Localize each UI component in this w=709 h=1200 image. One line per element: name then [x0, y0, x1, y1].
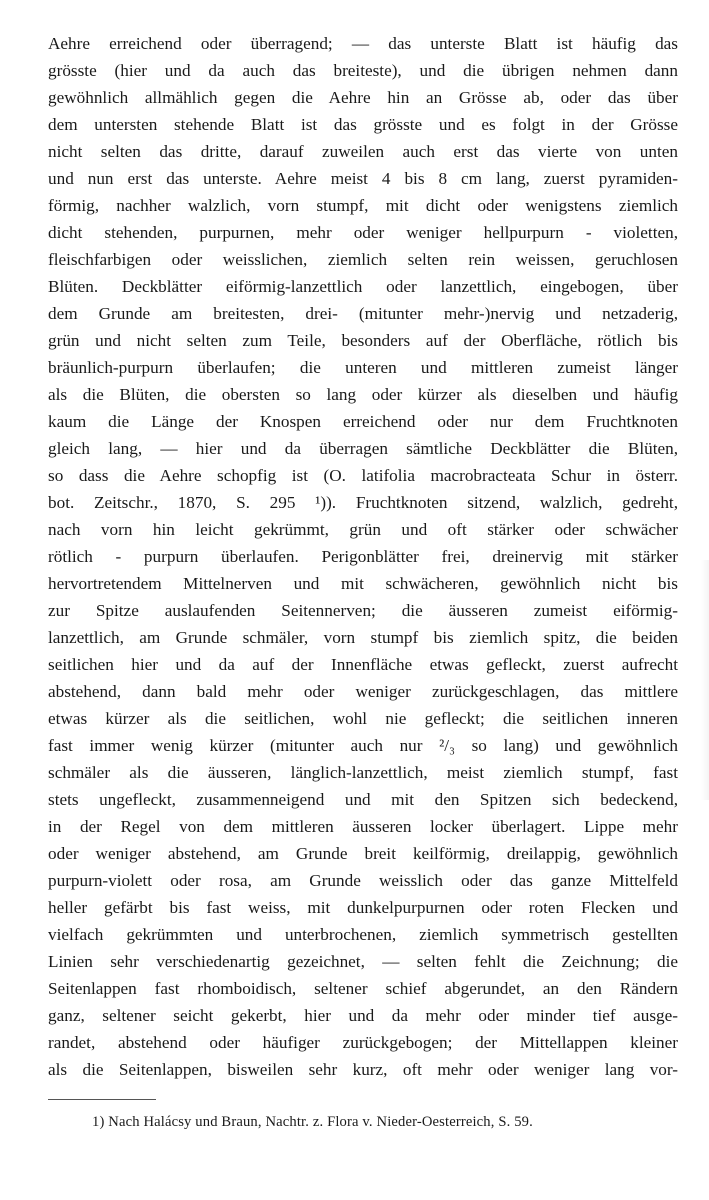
text-line: dem Grunde am breitesten, drei- (mitunter mehr-)nervig und netzaderig,: [48, 304, 678, 323]
text-line: nach vorn hin leicht gekrümmt, grün und oft stärker oder schwächer: [48, 520, 678, 539]
text-line: als die Blüten, die obersten so lang oder kürzer als dieselben und häufig: [48, 385, 678, 404]
body-text: [48, 30, 678, 1083]
text-line: randet, abstehend oder häufiger zurückgebogen; der Mittellappen kleiner: [48, 1033, 678, 1052]
text-line: abstehend, dann bald mehr oder weniger zurückgeschlagen, das mittlere: [48, 682, 678, 701]
text-line: als die Seitenlappen, bisweilen sehr kurz, oft mehr oder weniger lang vor-: [48, 1060, 678, 1079]
text-line: grün und nicht selten zum Teile, besonders auf der Oberfläche, rötlich bis: [48, 331, 678, 350]
text-line: in der Regel von dem mittleren äusseren locker überlagert. Lippe mehr: [48, 817, 678, 836]
text-line: heller gefärbt bis fast weiss, mit dunkelpurpurnen oder roten Flecken und: [48, 898, 678, 917]
footnote: 1) Nach Halácsy und Braun, Nachtr. z. Flora v. Nieder-Oesterreich, S. 59.: [92, 1114, 533, 1130]
text-line: Seitenlappen fast rhomboidisch, seltener schief abgerundet, an den Rändern: [48, 979, 678, 998]
text-line: Linien sehr verschiedenartig gezeichnet, — selten fehlt die Zeichnung; die: [48, 952, 678, 971]
page-edge-shading: [701, 560, 709, 800]
text-line: bräunlich-purpurn überlaufen; die unteren und mittleren zumeist länger: [48, 358, 678, 377]
text-line: hervortretendem Mittelnerven und mit schwächeren, gewöhnlich nicht bis: [48, 574, 678, 593]
text-line: und nun erst das unterste. Aehre meist 4 bis 8 cm lang, zuerst pyramiden-: [48, 169, 678, 188]
text-line: etwas kürzer als die seitlichen, wohl nie gefleckt; die seitlichen inneren: [48, 709, 678, 728]
text-line: gleich lang, — hier und da überragen sämtliche Deckblätter die Blüten,: [48, 439, 678, 458]
text-line: oder weniger abstehend, am Grunde breit keilförmig, dreilappig, gewöhnlich: [48, 844, 678, 863]
text-line: Blüten. Deckblätter eiförmig-lanzettlich oder lanzettlich, eingebogen, über: [48, 277, 678, 296]
text-line: grösste (hier und da auch das breiteste), und die übrigen nehmen dann: [48, 61, 678, 80]
text-line: förmig, nachher walzlich, vorn stumpf, mit dicht oder wenigstens ziemlich: [48, 196, 678, 215]
text-line: lanzettlich, am Grunde schmäler, vorn stumpf bis ziemlich spitz, die beiden: [48, 628, 678, 647]
text-line: bot. Zeitschr., 1870, S. 295 ¹)). Fruchtknoten sitzend, walzlich, gedreht,: [48, 493, 678, 512]
text-line: dem untersten stehende Blatt ist das grösste und es folgt in der Grösse: [48, 115, 678, 134]
footnote-divider: [48, 1099, 156, 1100]
text-line: seitlichen hier und da auf der Innenfläche etwas gefleckt, zuerst aufrecht: [48, 655, 678, 674]
text-line: kaum die Länge der Knospen erreichend oder nur dem Fruchtknoten: [48, 412, 678, 431]
text-line: dicht stehenden, purpurnen, mehr oder weniger hellpurpurn - violetten,: [48, 223, 678, 242]
text-line: ganz, seltener seicht gekerbt, hier und da mehr oder minder tief ausge-: [48, 1006, 678, 1025]
text-line: nicht selten das dritte, darauf zuweilen auch erst das vierte von unten: [48, 142, 678, 161]
text-line: fast immer wenig kürzer (mitunter auch nur ²/₃ so lang) und gewöhnlich: [48, 736, 678, 755]
text-line: so dass die Aehre schopfig ist (O. latifolia macrobracteata Schur in österr.: [48, 466, 678, 485]
text-line: rötlich - purpurn überlaufen. Perigonblätter frei, dreinervig mit stärker: [48, 547, 678, 566]
text-line: stets ungefleckt, zusammenneigend und mit den Spitzen sich bedeckend,: [48, 790, 678, 809]
text-line: zur Spitze auslaufenden Seitennerven; die äusseren zumeist eiförmig-: [48, 601, 678, 620]
text-line: fleischfarbigen oder weisslichen, ziemlich selten rein weissen, geruchlosen: [48, 250, 678, 269]
text-line: schmäler als die äusseren, länglich-lanzettlich, meist ziemlich stumpf, fast: [48, 763, 678, 782]
text-line: gewöhnlich allmählich gegen die Aehre hin an Grösse ab, oder das über: [48, 88, 678, 107]
text-line: Aehre erreichend oder überragend; — das unterste Blatt ist häufig das: [48, 34, 678, 53]
text-line: vielfach gekrümmten und unterbrochenen, ziemlich symmetrisch gestellten: [48, 925, 678, 944]
text-line: purpurn-violett oder rosa, am Grunde weisslich oder das ganze Mittelfeld: [48, 871, 678, 890]
